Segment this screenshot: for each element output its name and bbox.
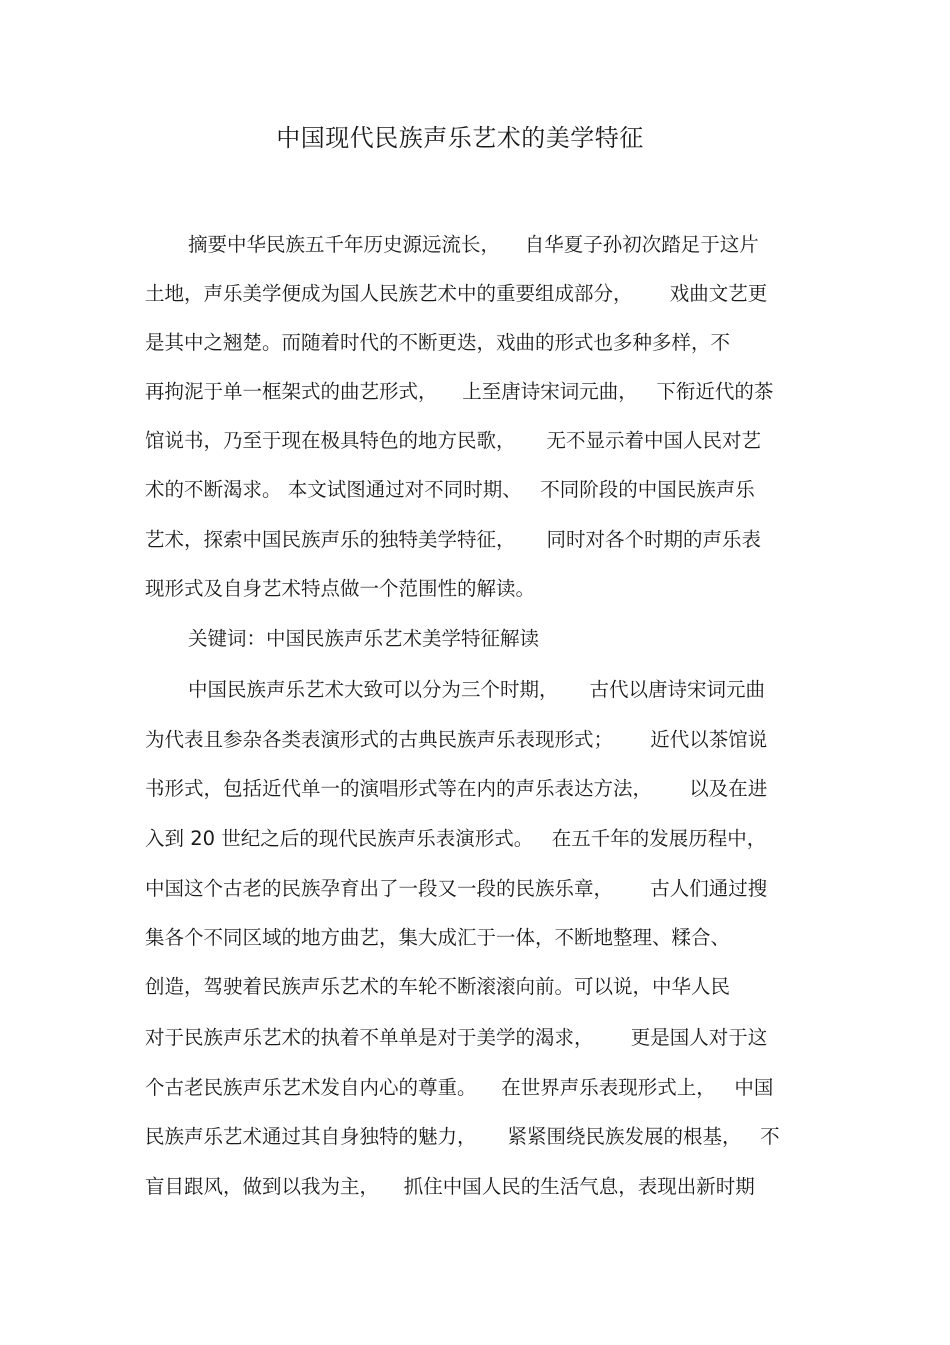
abstract-line: 术的不断渴求。 本文试图通过对不同时期、 不同阶段的中国民族声乐 [145, 478, 755, 501]
abstract-line: 馆说书，乃至于现在极具特色的地方民歌， 无不显示着中国人民对艺 [145, 429, 761, 452]
body-line: 入到 20 世纪之后的现代民族声乐表演形式。 在五千年的发展历程中， [145, 827, 767, 850]
keywords-line: 关键词：中国民族声乐艺术美学特征解读 [188, 627, 540, 650]
abstract-line: 摘要中华民族五千年历史源远流长， 自华夏子孙初次踏足于这片 [188, 233, 759, 256]
body-line: 民族声乐艺术通过其自身独特的魅力， 紧紧围绕民族发展的根基， 不 [145, 1125, 780, 1148]
body-line: 中国民族声乐艺术大致可以分为三个时期， 古代以唐诗宋词元曲 [188, 678, 765, 701]
body-line: 盲目跟风，做到以我为主， 抓住中国人民的生活气息，表现出新时期 [145, 1175, 755, 1198]
abstract-line: 现形式及自身艺术特点做一个范围性的解读。 [145, 577, 536, 600]
abstract-line: 再拘泥于单一框架式的曲艺形式， 上至唐诗宋词元曲， 下衔近代的茶 [145, 380, 774, 403]
abstract-line: 土地，声乐美学便成为国人民族艺术中的重要组成部分， 戏曲文艺更 [145, 282, 768, 305]
body-line: 对于民族声乐艺术的执着不单单是对于美学的渴求， 更是国人对于这 [145, 1026, 768, 1049]
document-title: 中国现代民族声乐艺术的美学特征 [276, 124, 644, 152]
body-line: 创造，驾驶着民族声乐艺术的车轮不断滚滚向前。可以说，中华人民 [145, 975, 731, 998]
body-line: 为代表且参杂各类表演形式的古典民族声乐表现形式； 近代以茶馆说 [145, 728, 768, 751]
body-line: 中国这个古老的民族孕育出了一段又一段的民族乐章， 古人们通过搜 [145, 877, 768, 900]
abstract-line: 艺术，探索中国民族声乐的独特美学特征， 同时对各个时期的声乐表 [145, 528, 761, 551]
body-line: 书形式，包括近代单一的演唱形式等在内的声乐表达方法， 以及在进 [145, 777, 768, 800]
abstract-line: 是其中之翘楚。而随着时代的不断更迭，戏曲的形式也多种多样，不 [145, 331, 731, 354]
body-line: 个古老民族声乐艺术发自内心的尊重。 在世界声乐表现形式上， 中国 [145, 1076, 774, 1099]
body-line: 集各个不同区域的地方曲艺，集大成汇于一体，不断地整理、糅合、 [145, 926, 731, 949]
